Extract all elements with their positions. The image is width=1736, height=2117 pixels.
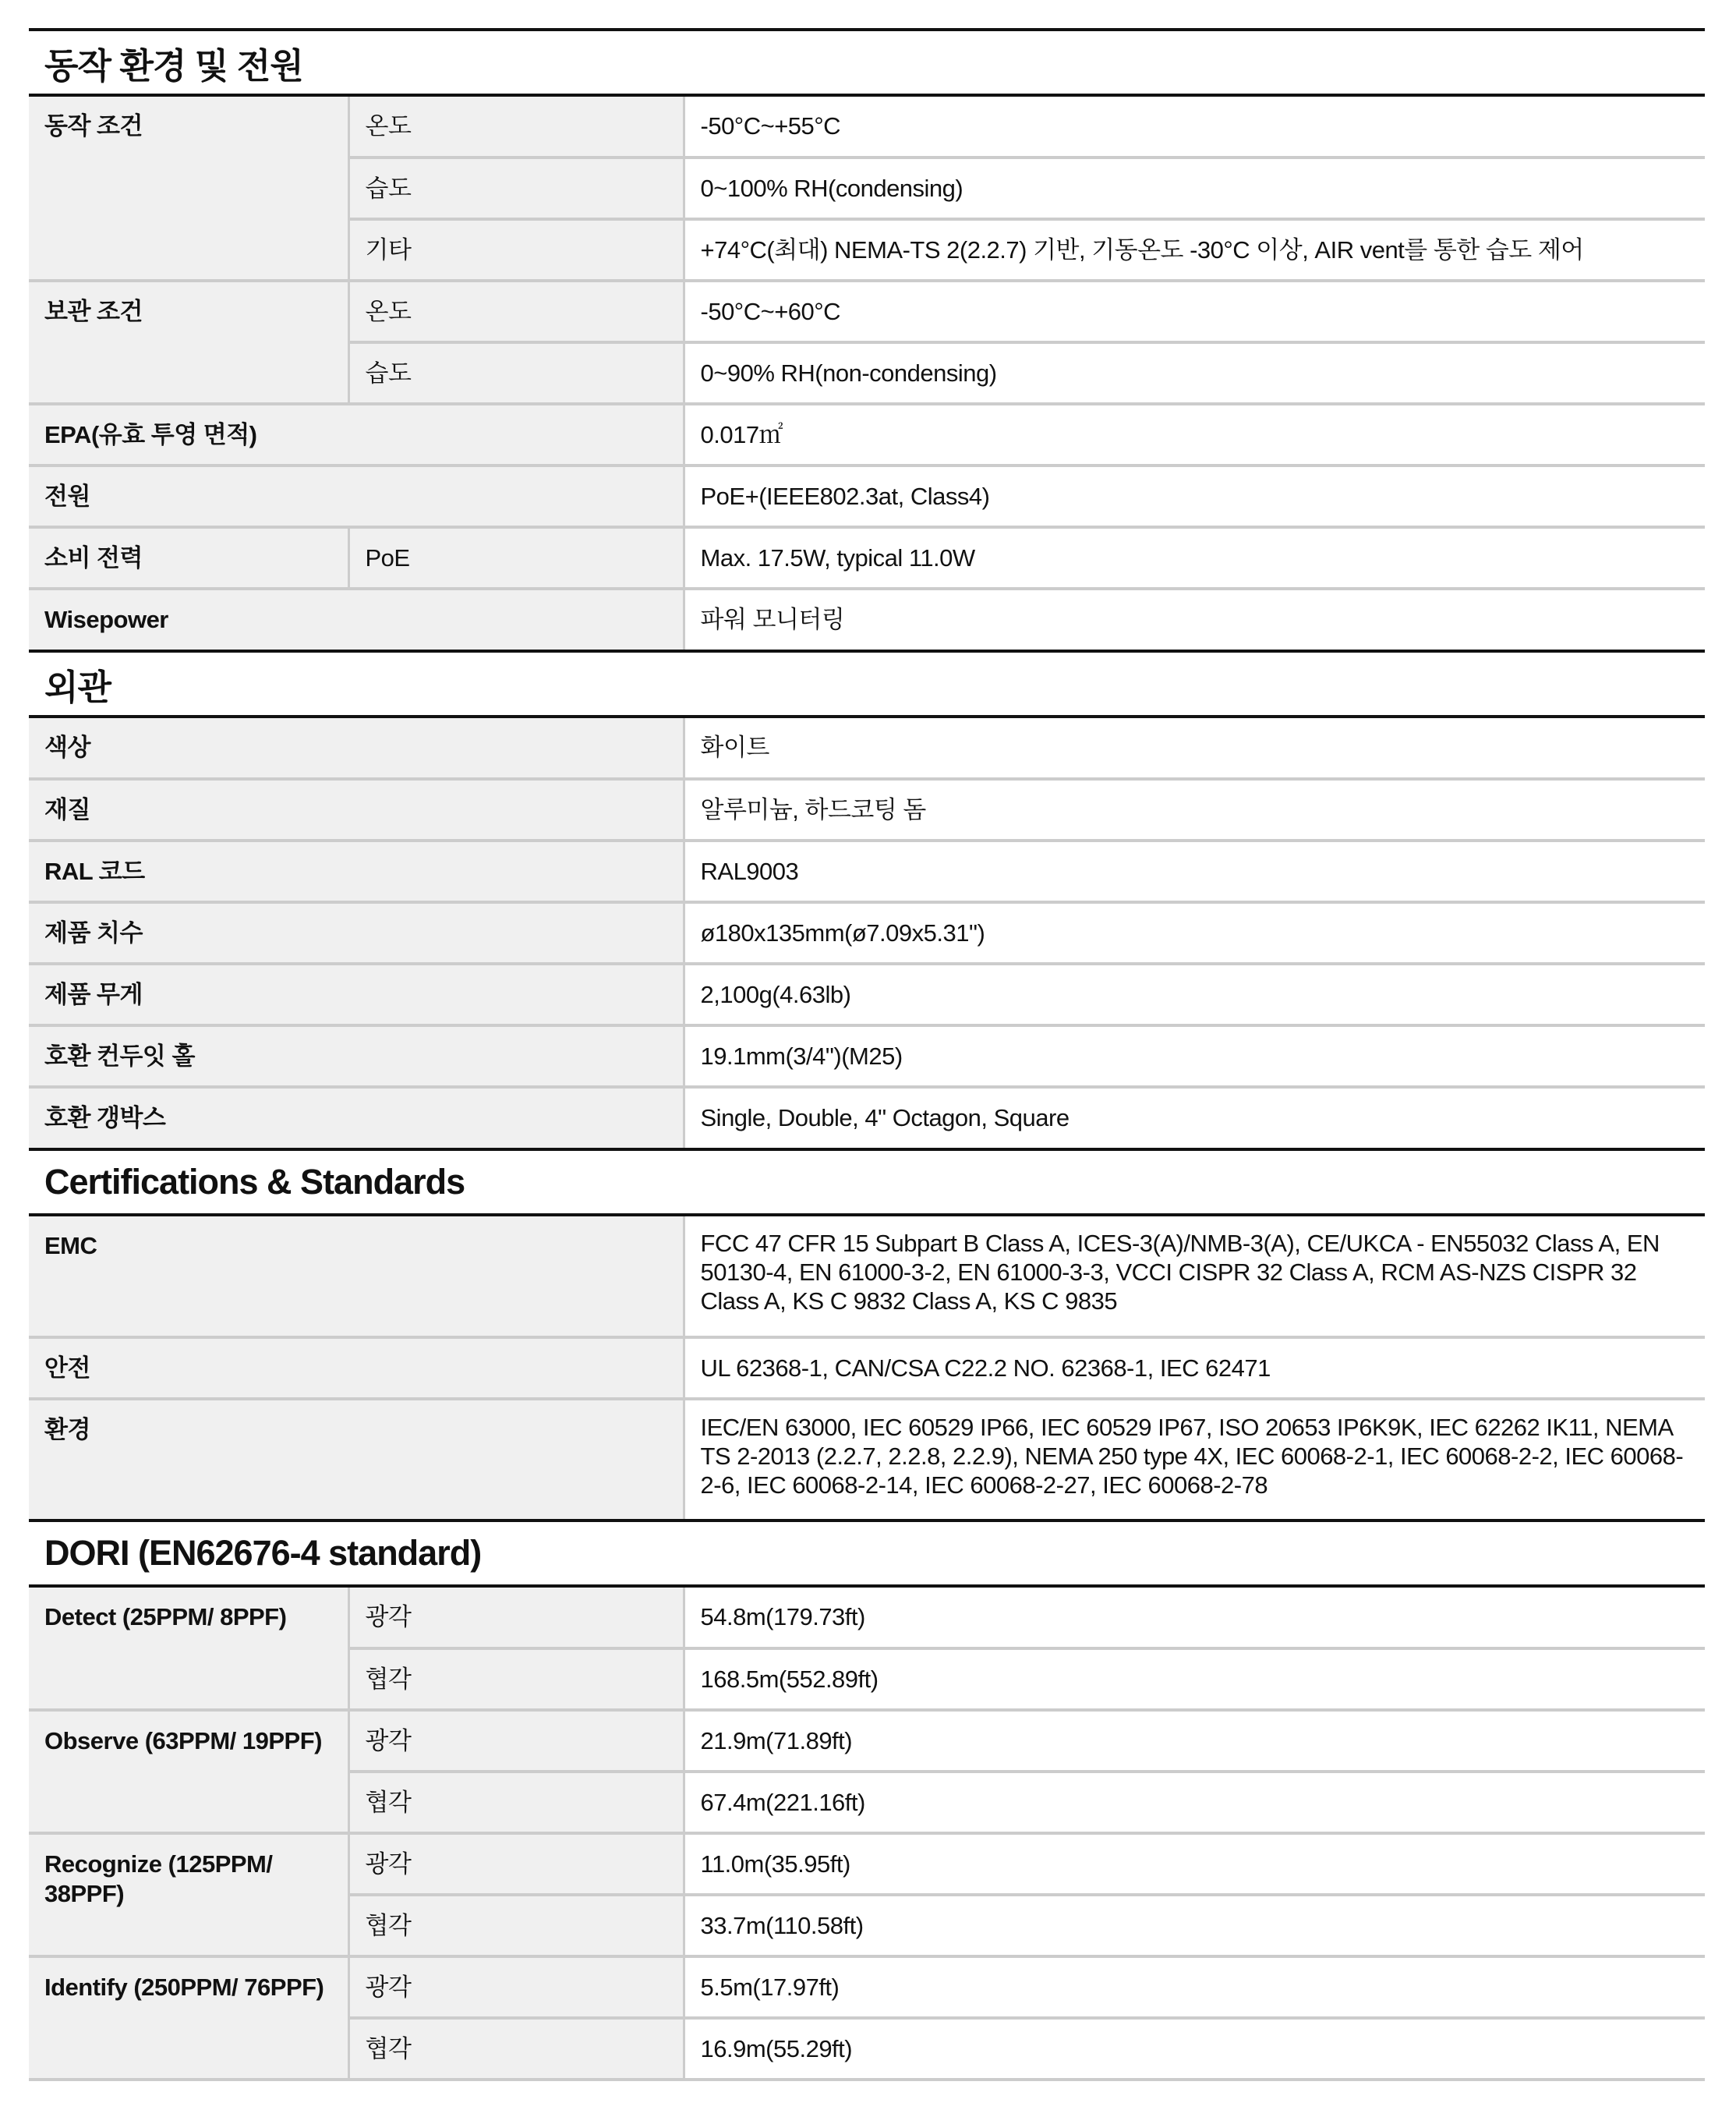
row-label: 동작 조건: [29, 97, 348, 281]
row-value: Single, Double, 4" Octagon, Square: [684, 1087, 1705, 1148]
row-sublabel: 습도: [348, 158, 684, 219]
row-value: 0.017㎡: [684, 404, 1705, 466]
row-sublabel: 습도: [348, 342, 684, 404]
table-row: [29, 1216, 1705, 1337]
spec-sheet: [29, 28, 1705, 2081]
row-label: 제품 무게: [29, 964, 684, 1025]
row-label: Observe (63PPM/ 19PPF): [29, 1710, 348, 1833]
row-sublabel: 광각: [348, 1710, 684, 1772]
row-label: Detect (25PPM/ 8PPF): [29, 1588, 348, 1710]
row-value: IEC/EN 63000, IEC 60529 IP66, IEC 60529 IP67, ISO 20653 IP6K9K, IEC 62262 IK11, NEMA TS 2-2013 (2.2.7, 2.2.8, 2.2.9), NEMA 250 type 4X, IEC 60068-2-1, IEC 60068-2-2, IEC 60068-2-6, IEC 60068-2-14, IEC 60068-2-27, IEC 60068-2-78: [684, 1399, 1705, 1519]
row-label: Recognize (125PPM/ 38PPF): [29, 1833, 348, 1956]
table-row: [29, 1588, 1705, 1648]
row-label: EPA(유효 투영 면적): [29, 404, 684, 466]
appearance-table: [29, 718, 1705, 1148]
row-value: 파워 모니터링: [684, 589, 1705, 650]
section-title-operating-environment: 동작 환경 및 전원: [29, 28, 1705, 97]
table-row: [29, 527, 1705, 589]
row-sublabel: 온도: [348, 281, 684, 342]
row-label: 소비 전력: [29, 527, 348, 589]
row-value: 21.9m(71.89ft): [684, 1710, 1705, 1772]
row-value: FCC 47 CFR 15 Subpart B Class A, ICES-3(A)/NMB-3(A), CE/UKCA - EN55032 Class A, EN 50130-4, EN 61000-3-2, EN 61000-3-3, VCCI CISPR 32 Class A, RCM AS-NZS CISPR 32 Class A, KS C 9832 Class A, KS C 9835: [684, 1216, 1705, 1337]
table-row: [29, 404, 1705, 466]
row-label: Wisepower: [29, 589, 684, 650]
table-row: [29, 1025, 1705, 1087]
operating-environment-table: [29, 97, 1705, 650]
row-label: 제품 치수: [29, 902, 684, 964]
table-row: [29, 964, 1705, 1025]
row-value: 5.5m(17.97ft): [684, 1956, 1705, 2018]
table-row: [29, 718, 1705, 779]
row-value: 0~90% RH(non-condensing): [684, 342, 1705, 404]
row-label: 환경: [29, 1399, 684, 1519]
row-value: -50°C~+55°C: [684, 97, 1705, 158]
row-value: 33.7m(110.58ft): [684, 1895, 1705, 1956]
row-label: 색상: [29, 718, 684, 779]
row-value: +74°C(최대) NEMA-TS 2(2.2.7) 기반, 기동온도 -30°C 이상, AIR vent를 통한 습도 제어: [684, 219, 1705, 281]
table-row: [29, 281, 1705, 342]
section-title-appearance: 외관: [29, 650, 1705, 718]
table-row: [29, 841, 1705, 902]
row-sublabel: 온도: [348, 97, 684, 158]
row-sublabel: 협각: [348, 1772, 684, 1833]
table-row: [29, 1833, 1705, 1895]
row-label: 재질: [29, 779, 684, 841]
dori-table: [29, 1588, 1705, 2081]
row-value: RAL9003: [684, 841, 1705, 902]
row-sublabel: 광각: [348, 1956, 684, 2018]
row-value: UL 62368-1, CAN/CSA C22.2 NO. 62368-1, IEC 62471: [684, 1337, 1705, 1399]
row-label: 호환 컨두잇 홀: [29, 1025, 684, 1087]
section-title-dori: DORI (EN62676-4 standard): [29, 1519, 1705, 1588]
row-value: 2,100g(4.63lb): [684, 964, 1705, 1025]
table-row: [29, 466, 1705, 527]
row-label: EMC: [29, 1216, 684, 1337]
row-value: 168.5m(552.89ft): [684, 1648, 1705, 1710]
row-sublabel: 협각: [348, 1895, 684, 1956]
row-value: 19.1mm(3/4")(M25): [684, 1025, 1705, 1087]
row-label: 호환 갱박스: [29, 1087, 684, 1148]
row-label: 보관 조건: [29, 281, 348, 404]
table-row: [29, 902, 1705, 964]
row-label: 안전: [29, 1337, 684, 1399]
table-row: [29, 1399, 1705, 1519]
row-value: 16.9m(55.29ft): [684, 2018, 1705, 2080]
row-value: 11.0m(35.95ft): [684, 1833, 1705, 1895]
certifications-table: [29, 1216, 1705, 1519]
table-row: [29, 1956, 1705, 2018]
row-value: 54.8m(179.73ft): [684, 1588, 1705, 1648]
table-row: [29, 97, 1705, 158]
row-sublabel: 광각: [348, 1833, 684, 1895]
row-label: RAL 코드: [29, 841, 684, 902]
row-value: ø180x135mm(ø7.09x5.31"): [684, 902, 1705, 964]
row-label: Identify (250PPM/ 76PPF): [29, 1956, 348, 2080]
row-label: 전원: [29, 466, 684, 527]
row-value: 화이트: [684, 718, 1705, 779]
table-row: [29, 1337, 1705, 1399]
table-row: [29, 1087, 1705, 1148]
row-value: 67.4m(221.16ft): [684, 1772, 1705, 1833]
row-sublabel: 광각: [348, 1588, 684, 1648]
row-sublabel: 협각: [348, 1648, 684, 1710]
row-value: 알루미늄, 하드코팅 돔: [684, 779, 1705, 841]
row-sublabel: 기타: [348, 219, 684, 281]
row-value: Max. 17.5W, typical 11.0W: [684, 527, 1705, 589]
table-row: [29, 589, 1705, 650]
row-sublabel: PoE: [348, 527, 684, 589]
table-row: [29, 1710, 1705, 1772]
row-sublabel: 협각: [348, 2018, 684, 2080]
section-title-certifications: Certifications & Standards: [29, 1148, 1705, 1216]
row-value: PoE+(IEEE802.3at, Class4): [684, 466, 1705, 527]
row-value: -50°C~+60°C: [684, 281, 1705, 342]
table-row: [29, 779, 1705, 841]
row-value: 0~100% RH(condensing): [684, 158, 1705, 219]
